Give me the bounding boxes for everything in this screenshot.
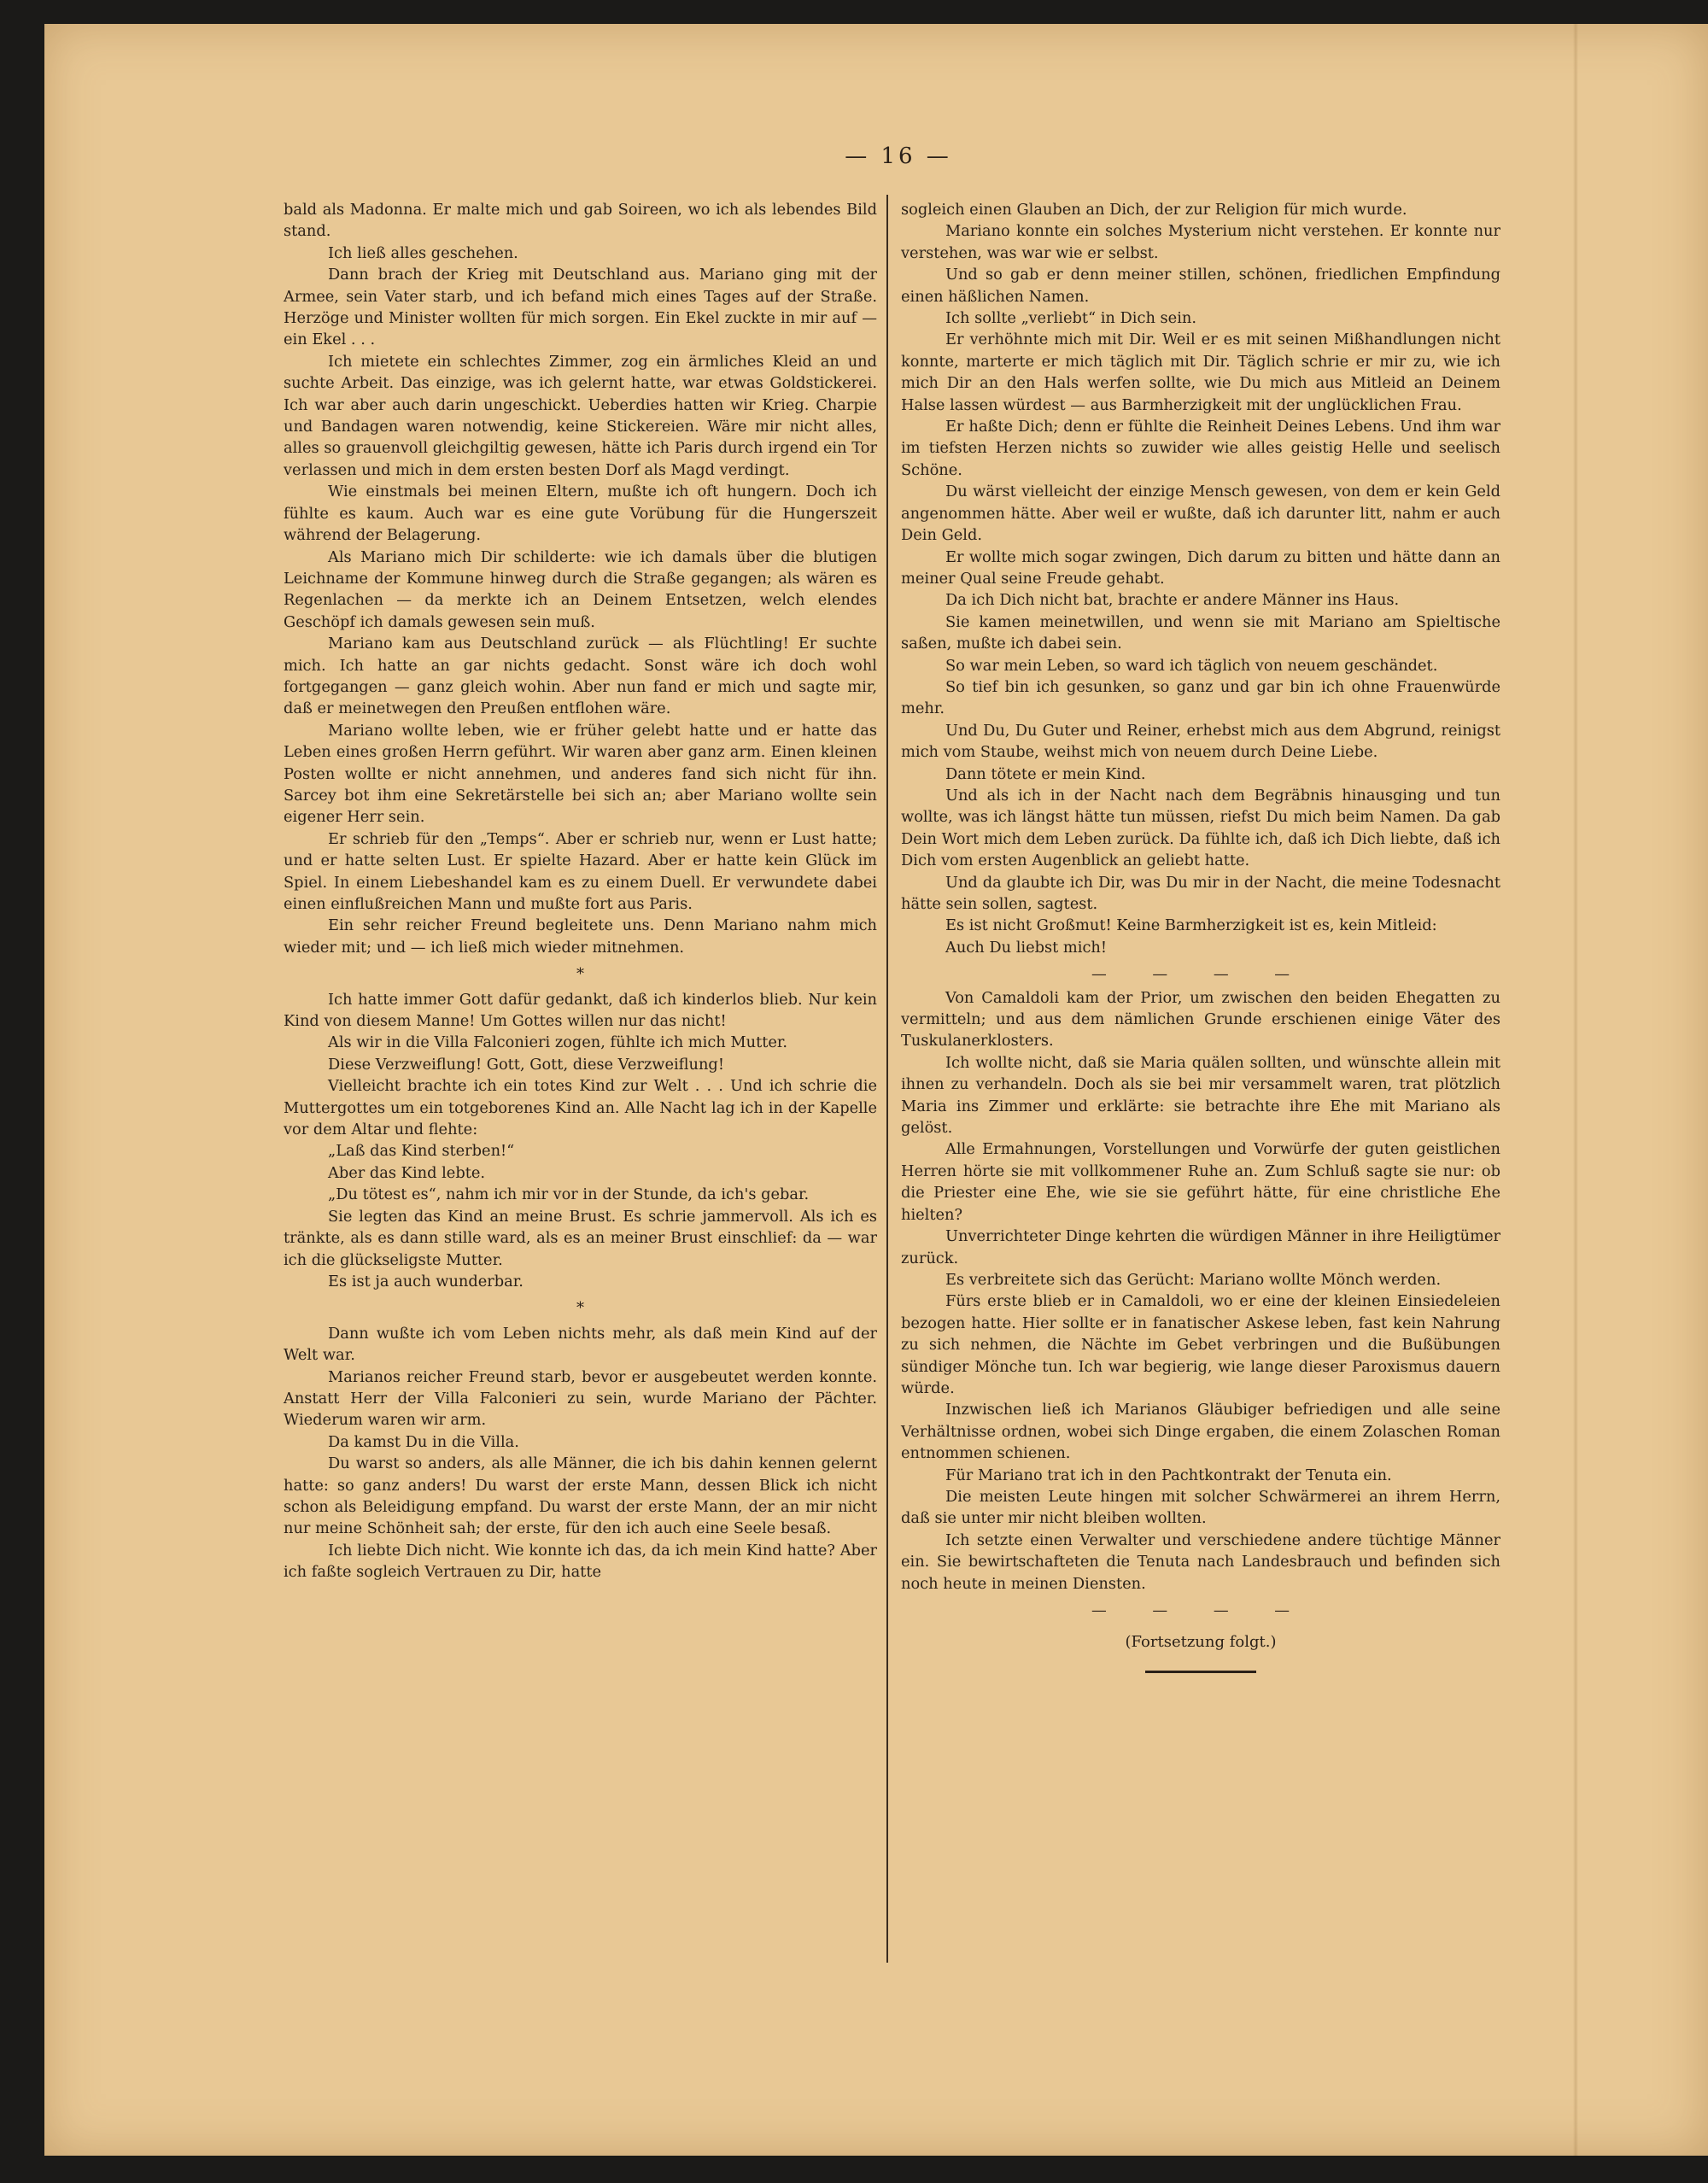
paragraph: Mariano wollte leben, wie er früher gelebt hatte und er hatte das Leben eines großen Herrn geführt. Wir waren aber ganz arm. Einen kleinen Posten wollte er nicht annehmen, und anderes fand sich nicht für ihn. Sarcey bot ihm eine Sekretärstelle bei sich an; aber Mariano wollte sein eigener Herr sein.: [284, 721, 877, 827]
paragraph: Ich wollte nicht, daß sie Maria quälen sollten, und wünschte allein mit ihnen zu verhandeln. Doch als sie bei mir versammelt waren, trat plötzlich Maria ins Zimmer und erklärte: sie betrachte ihre Ehe mit Mariano als gelöst.: [901, 1053, 1500, 1138]
paragraph: Es verbreitete sich das Gerücht: Mariano wollte Mönch werden.: [945, 1270, 1442, 1289]
paragraph: Er wollte mich sogar zwingen, Dich darum zu bitten und hätte dann an meiner Qual seine Freude gehabt.: [901, 547, 1500, 588]
section-separator: *: [576, 965, 584, 984]
paragraph: Auch Du liebst mich!: [945, 938, 1108, 957]
paragraph: Für Mariano trat ich in den Pachtkontrakt der Tenuta ein.: [945, 1466, 1392, 1484]
paragraph: Und Du, Du Guter und Reiner, erhebst mich aus dem Abgrund, reinigst mich vom Staube, weihst mich von neuem durch Deine Liebe.: [901, 721, 1500, 762]
paragraph: Ich mietete ein schlechtes Zimmer, zog ein ärmliches Kleid an und suchte Arbeit. Das einzige, was ich gelernt hatte, war etwas Goldstickerei. Ich war aber auch darin ungeschickt. Ueberdies hatten wir Krieg. Charpie und Bandagen waren notwendig, keine Stickereien. Wäre mir nicht alles, alles so grauenvoll gleichgiltig gewesen, hätte ich Paris durch irgend ein Tor verlassen und mich in dem ersten besten Dorf als Magd verdingt.: [284, 352, 877, 479]
section-separator: *: [576, 1299, 584, 1318]
paragraph: Aber das Kind lebte.: [328, 1163, 486, 1182]
paragraph: „Laß das Kind sterben!“: [328, 1142, 515, 1161]
paragraph: Dann brach der Krieg mit Deutschland aus. Mariano ging mit der Armee, sein Vater starb, und ich befand mich eines Tages auf der Straße. Herzöge und Minister wollten für mich sorgen. Ein Ekel zuckte in mir auf — ein Ekel . . .: [284, 266, 877, 349]
paragraph: Unverrichteter Dinge kehrten die würdigen Männer in ihre Heiligtümer zurück.: [901, 1227, 1501, 1267]
paragraph: Vielleicht brachte ich ein totes Kind zur Welt . . . Und ich schrie die Muttergottes um ein totgeborenes Kind an. Alle Nacht lag ich in der Kapelle vor dem Altar und flehte:: [284, 1077, 877, 1139]
paragraph: Ich ließ alles geschehen.: [328, 243, 518, 262]
paragraph: Als wir in die Villa Falconieri zogen, fühlte ich mich Mutter.: [328, 1033, 788, 1052]
paragraph: Mariano kam aus Deutschland zurück — als Flüchtling! Er suchte mich. Ich hatte an gar nichts gedacht. Sonst wäre ich doch wohl fortgegangen — ganz gleich wohin. Aber nun fand er mich und sagte mir, daß er meinetwegen den Preußen entflohen wäre.: [284, 635, 877, 718]
paragraph: sogleich einen Glauben an Dich, der zur Religion für mich wurde.: [901, 201, 1407, 219]
paragraph: Ein sehr reicher Freund begleitete uns. Denn Mariano nahm mich wieder mit; und — ich ließ mich wieder mitnehmen.: [284, 916, 877, 957]
paragraph: Es ist ja auch wunderbar.: [328, 1272, 524, 1290]
paragraph: bald als Madonna. Er malte mich und gab Soireen, wo ich als lebendes Bild stand.: [284, 201, 877, 241]
paragraph: Marianos reicher Freund starb, bevor er ausgebeutet werden konnte. Anstatt Herr der Villa Falconieri zu sein, wurde Mariano der Pächter. Wiederum waren wir arm.: [284, 1367, 877, 1430]
paragraph: Er verhöhnte mich mit Dir. Weil er es mit seinen Mißhandlungen nicht konnte, marterte er mich täglich mit Dir. Täglich schrie er mir zu, wie ich mich Dir an den Hals werfen sollte, wie Du mich aus Mitleid an Deinem Halse lassen würdest — aus Barmherzigkeit mit der unglücklichen Frau.: [901, 331, 1500, 414]
paragraph: Ich hatte immer Gott dafür gedankt, daß ich kinderlos blieb. Nur kein Kind von diesem Manne! Um Gottes willen nur das nicht!: [284, 990, 877, 1031]
page-number: — 16 —: [845, 143, 952, 169]
paragraph: Mariano konnte ein solches Mysterium nicht verstehen. Er konnte nur verstehen, was war wie er selbst.: [901, 222, 1500, 262]
paragraph: Sie kamen meinetwillen, und wenn sie mit Mariano am Spieltische saßen, mußte ich dabei sein.: [901, 612, 1500, 653]
paragraph: Da kamst Du in die Villa.: [328, 1432, 519, 1451]
paragraph: Da ich Dich nicht bat, brachte er andere Männer ins Haus.: [945, 591, 1400, 610]
paragraph: Es ist nicht Großmut! Keine Barmherzigkeit ist es, kein Mitleid:: [945, 916, 1437, 935]
paragraph: Ich liebte Dich nicht. Wie konnte ich das, da ich mein Kind hatte? Aber ich faßte sogleich Vertrauen zu Dir, hatte: [284, 1541, 877, 1582]
paragraph: Diese Verzweiflung! Gott, Gott, diese Verzweiflung!: [328, 1055, 724, 1074]
continuation-note: (Fortsetzung folgt.): [1125, 1633, 1277, 1652]
paragraph: Ich sollte „verliebt“ in Dich sein.: [945, 309, 1196, 328]
paragraph: Ich setzte einen Verwalter und verschiedene andere tüchtige Männer ein. Sie bewirtschafteten die Tenuta nach Landesbrauch und befinden sich noch heute in meinen Diensten.: [901, 1530, 1500, 1593]
paragraph: Sie legten das Kind an meine Brust. Es schrie jammervoll. Als ich es tränkte, als es dann stille ward, als es an meiner Brust einschlief: da — war ich die glückseligste Mutter.: [284, 1207, 877, 1269]
paragraph: Alle Ermahnungen, Vorstellungen und Vorwürfe der guten geistlichen Herren hörte sie mit vollkommener Ruhe an. Zum Schluß sagte sie nur: ob die Priester eine Ehe, wie sie sie geführt hätte, für eine christliche Ehe hielten?: [901, 1140, 1500, 1224]
paragraph: Wie einstmals bei meinen Eltern, mußte ich oft hungern. Doch ich fühlte es kaum. Auch war es eine gute Vorübung für die Hungerszeit während der Belagerung.: [284, 483, 877, 545]
newspaper-page: [44, 24, 1708, 2156]
paragraph: Und da glaubte ich Dir, was Du mir in der Nacht, die meine Todesnacht hätte sein sollen, sagtest.: [901, 873, 1500, 913]
left-column: [284, 199, 877, 1583]
paragraph: Und als ich in der Nacht nach dem Begräbnis hinausging und tun wollte, was ich längst hätte tun müssen, riefst Du mich beim Namen. Da gab Dein Wort mich dem Leben zurück. Da fühlte ich, daß ich Dich liebte, daß ich Dich vom ersten Augenblick an geliebt hatte.: [901, 786, 1500, 870]
dash-separator: — — — —: [1091, 1601, 1311, 1619]
column-divider: [886, 195, 888, 1963]
paragraph: Dann tötete er mein Kind.: [945, 764, 1146, 783]
paragraph: Er haßte Dich; denn er fühlte die Reinheit Deines Lebens. Und ihm war im tiefsten Herzen nichts so zuwider wie alles geistig Helle und seelisch Schöne.: [901, 418, 1500, 479]
paragraph: Du warst so anders, als alle Männer, die ich bis dahin kennen gelernt hatte: so ganz anders! Du warst der erste Mann, dessen Blick ich nicht schon als Beleidigung empfand. Du warst der erste Mann, der an mir nicht nur meine Schönheit sah; der erste, für den ich auch eine Seele besaß.: [284, 1454, 877, 1538]
paragraph: Und so gab er denn meiner stillen, schönen, friedlichen Empfindung einen häßlichen Namen.: [901, 266, 1500, 306]
paragraph: So tief bin ich gesunken, so ganz und gar bin ich ohne Frauenwürde mehr.: [901, 677, 1500, 718]
paragraph: So war mein Leben, so ward ich täglich von neuem geschändet.: [945, 656, 1438, 675]
right-column: [901, 199, 1500, 1673]
paragraph: Die meisten Leute hingen mit solcher Schwärmerei an ihrem Herrn, daß sie unter mir nicht bleiben wollten.: [901, 1487, 1500, 1528]
paragraph: Fürs erste blieb er in Camaldoli, wo er eine der kleinen Einsiedeleien bezogen hatte. Hier sollte er in fanatischer Askese leben, fast kein Nahrung zu sich nehmen, die Nächte im Gebet verbringen und die Bußübungen sündiger Mönche tun. Ich war begierig, wie lange dieser Paroxismus dauern würde.: [901, 1292, 1500, 1397]
paragraph: „Du tötest es“, nahm ich mir vor in der Stunde, da ich's gebar.: [328, 1185, 810, 1204]
dash-separator: — — — —: [1091, 965, 1311, 984]
paragraph: Inzwischen ließ ich Marianos Gläubiger befriedigen und alle seine Verhältnisse ordnen, wobei sich Dinge ergaben, die einem Zolaschen Roman entnommen schienen.: [901, 1401, 1500, 1463]
paragraph: Dann wußte ich vom Leben nichts mehr, als daß mein Kind auf der Welt war.: [284, 1324, 877, 1365]
paragraph: Er schrieb für den „Temps“. Aber er schrieb nur, wenn er Lust hatte; und er hatte selten Lust. Er spielte Hazard. Aber er hatte kein Glück im Spiel. In einem Liebeshandel kam es zu einem Duell. Er verwundete dabei einen einflußreichen Mann und mußte fort aus Paris.: [284, 829, 877, 913]
paragraph: Als Mariano mich Dir schilderte: wie ich damals über die blutigen Leichname der Kommune hinweg durch die Straße gegangen; als wären es Regenlachen — da merkte ich an Deinem Entsetzen, welch elendes Geschöpf ich damals gewesen sein muß.: [284, 547, 877, 631]
paragraph: Von Camaldoli kam der Prior, um zwischen den beiden Ehegatten zu vermitteln; und aus dem nämlichen Grunde erschienen einige Väter des Tuskulanerklosters.: [901, 988, 1500, 1051]
paragraph: Du wärst vielleicht der einzige Mensch gewesen, von dem er kein Geld angenommen hätte. Aber weil er wußte, daß ich darunter litt, nahm er auch Dein Geld.: [901, 483, 1500, 545]
closing-rule: [1145, 1671, 1256, 1673]
